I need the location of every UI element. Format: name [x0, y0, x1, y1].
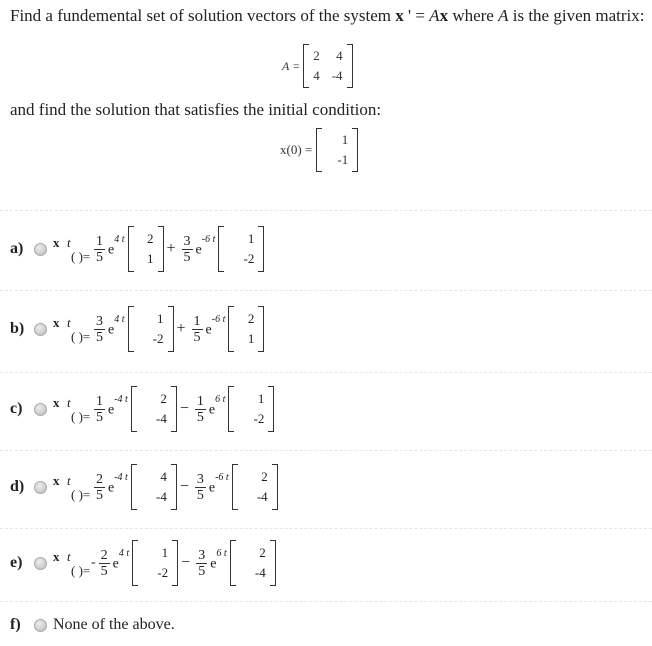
q-where: where	[448, 6, 499, 25]
radio-button[interactable]	[34, 619, 47, 632]
a11: 2	[313, 48, 320, 63]
option-f[interactable]	[10, 616, 175, 634]
option-d[interactable]: d) x t ( )= $\frac{2}{5}$ $e^{-4 t}$ 4 -4 − $\frac{3}{5}$ $e^{-6 t}$ 2 -4	[10, 464, 278, 510]
q-text-end: is the given matrix:	[508, 6, 645, 25]
a21: 4	[313, 68, 320, 83]
option-letter: b)	[10, 320, 25, 337]
option-letter: f)	[10, 616, 21, 633]
ic1: 1	[341, 132, 349, 147]
a22: -4	[331, 68, 343, 83]
ic-label: x(0) =	[280, 142, 313, 157]
q-text-1: Find a fundemental set of solution vectors of the system	[10, 6, 396, 25]
option-c[interactable]: c) x t ( )= $\frac{1}{5}$ $e^{-4 t}$ 2 -4 − $\frac{1}{5}$ $e^{6 t}$ 1 -2	[10, 386, 274, 432]
option-letter: d)	[10, 478, 25, 495]
option-letter: c)	[10, 400, 23, 417]
q-A: A	[429, 6, 440, 25]
radio-button[interactable]	[34, 557, 47, 570]
option-f-text: None of the above.	[53, 616, 175, 633]
matrix-label: A =	[282, 58, 301, 73]
radio-button[interactable]	[34, 403, 47, 416]
q-x: x	[395, 6, 404, 25]
radio-button[interactable]	[34, 243, 47, 256]
a12: 4	[336, 48, 343, 63]
option-b[interactable]: b) x t ( )= $\frac{3}{5}$ $e^{4 t}$ 1 -2 + $\frac{1}{5}$ $e^{-6 t}$ 2 1	[10, 306, 264, 352]
radio-button[interactable]	[34, 481, 47, 494]
option-a[interactable]: a) x t ( )= $\frac{1}{5}$ $e^{4 t}$ 2 1 + $\frac{3}{5}$ $e^{-6 t}$ 1 -2	[10, 226, 264, 272]
radio-button[interactable]	[34, 323, 47, 336]
option-e[interactable]: e) x t ( )= - $\frac{2}{5}$ $e^{4 t}$ 1 -2 − $\frac{3}{5}$ $e^{6 t}$ 2 -4	[10, 540, 276, 586]
q-A2: A	[498, 6, 509, 25]
question-text-2: and find the solution that satisfies the initial condition:	[10, 100, 382, 119]
question-text: Find a fundemental set of solution vectors of the system x ' = Ax where A is the given matrix:	[10, 6, 645, 25]
q-eq: ' =	[403, 6, 430, 25]
initial-condition	[280, 128, 358, 172]
matrix-A	[282, 44, 353, 88]
option-letter: a)	[10, 240, 24, 257]
option-letter: e)	[10, 554, 23, 571]
ic2: -1	[337, 152, 349, 167]
